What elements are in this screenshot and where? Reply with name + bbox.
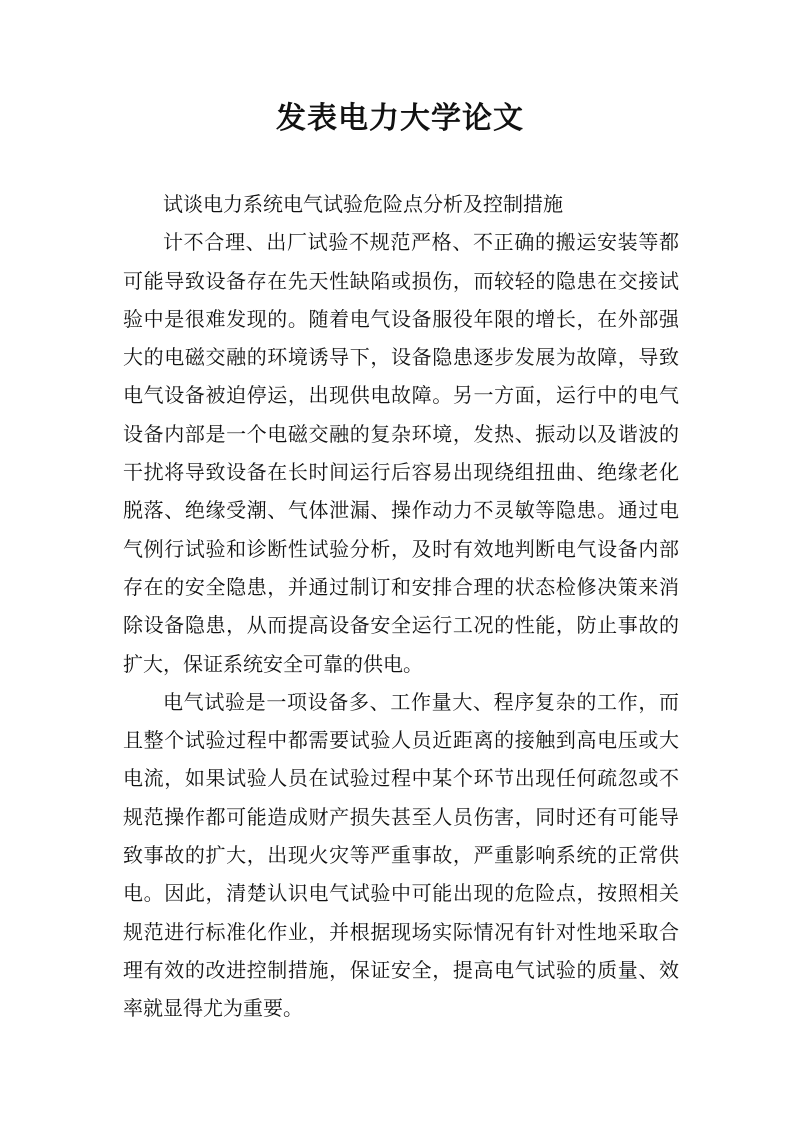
- paragraph-subtitle: 试谈电力系统电气试验危险点分析及控制措施: [163, 192, 563, 216]
- paragraph-2: 电气试验是一项设备多、工作量大、程序复杂的工作，而且整个试验过程中都需要试验人员近距离的接触到高电压或大电流，如果试验人员在试验过程中某个环节出现任何疏忽或不规范操作都可能造成财产损失甚至人员伤害，同时还有可能导致事故的扩大，出现火灾等严重事故，严重影响系统的正常供电。因此，清楚认识电气试验中可能出现的危险点，按照相关规范进行标准化作业，并根据现场实际情况有针对性地采取合理有效的改进控制措施，保证安全，提高电气试验的质量、效率就显得尤为重要。: [123, 689, 679, 1021]
- document-body: [123, 185, 679, 1028]
- document-title: 发表电力大学论文: [276, 101, 524, 136]
- paragraph-1: 计不合理、出厂试验不规范严格、不正确的搬运安装等都可能导致设备存在先天性缺陷或损伤，而较轻的隐患在交接试验中是很难发现的。随着电气设备服役年限的增长，在外部强大的电磁交融的环境诱导下，设备隐患逐步发展为故障，导致电气设备被迫停运，出现供电故障。另一方面，运行中的电气设备内部是一个电磁交融的复杂环境，发热、振动以及谐波的干扰将导致设备在长时间运行后容易出现绕组扭曲、绝缘老化脱落、绝缘受潮、气体泄漏、操作动力不灵敏等隐患。通过电气例行试验和诊断性试验分析，及时有效地判断电气设备内部存在的安全隐患，并通过制订和安排合理的状态检修决策来消除设备隐患，从而提高设备安全运行工况的性能，防止事故的扩大，保证系统安全可靠的供电。: [123, 230, 679, 676]
